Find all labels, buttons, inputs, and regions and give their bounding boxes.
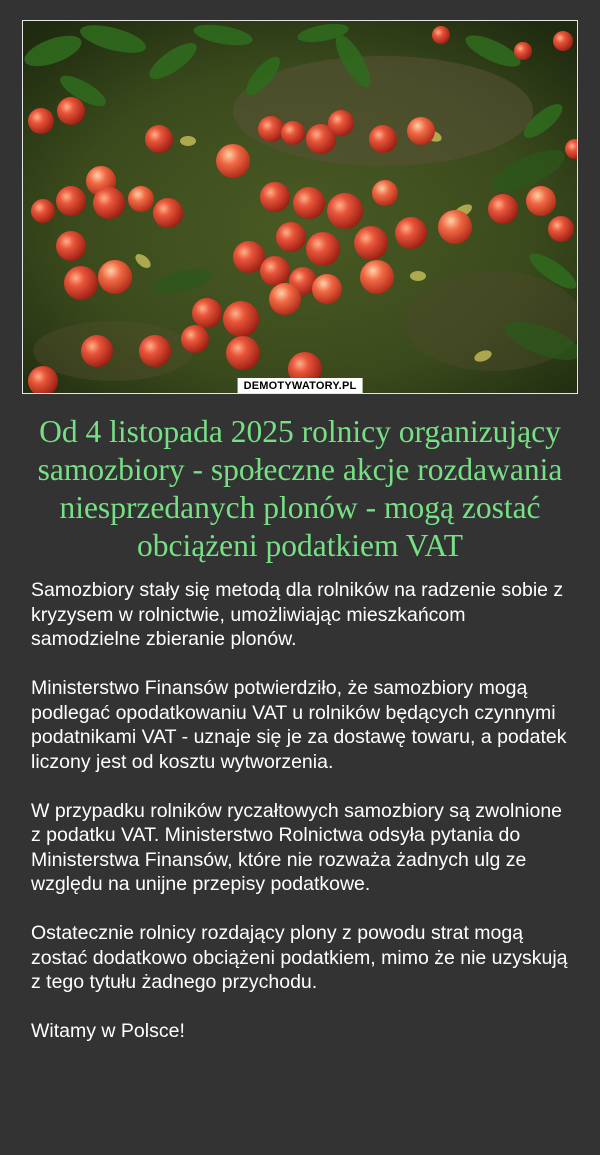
closing-line: Witamy w Polsce! — [31, 1020, 185, 1042]
watermark-logo: DEMOTYWATORY.PL — [238, 378, 363, 393]
apples-photo — [22, 20, 578, 394]
article-body — [31, 578, 576, 1068]
headline: Od 4 listopada 2025 rolnicy organizujący samozbiory - społeczne akcje rozdawania niesprzedanych plonów - mogą zostać obciążeni podatkiem VAT — [37, 414, 563, 563]
paragraph: W przypadku rolników ryczałtowych samozbiory są zwolnione z podatku VAT. Ministerstwo Rolnictwa odsyła pytania do Ministerstwa Finansów, które nie rozważa żadnych ulg ze względu na unijne przepisy podatkowe. — [31, 799, 563, 895]
paragraph: Samozbiory stały się metodą dla rolników na radzenie sobie z kryzysem w rolnictwie, umożliwiając mieszkańcom samodzielne zbieranie plonów. — [31, 579, 564, 650]
paragraph: Ostatecznie rolnicy rozdający plony z powodu strat mogą zostać dodatkowo obciążeni podatkiem, mimo że nie uzyskują z tego tytułu żadnego przychodu. — [31, 922, 568, 993]
paragraph: Ministerstwo Finansów potwierdziło, że samozbiory mogą podlegać opodatkowaniu VAT u rolników będących czynnymi podatnikami VAT - uznaje się je za dostawę towaru, a podatek liczony jest od kosztu wytworzenia. — [31, 677, 567, 773]
fallen-apples-image — [23, 21, 577, 393]
